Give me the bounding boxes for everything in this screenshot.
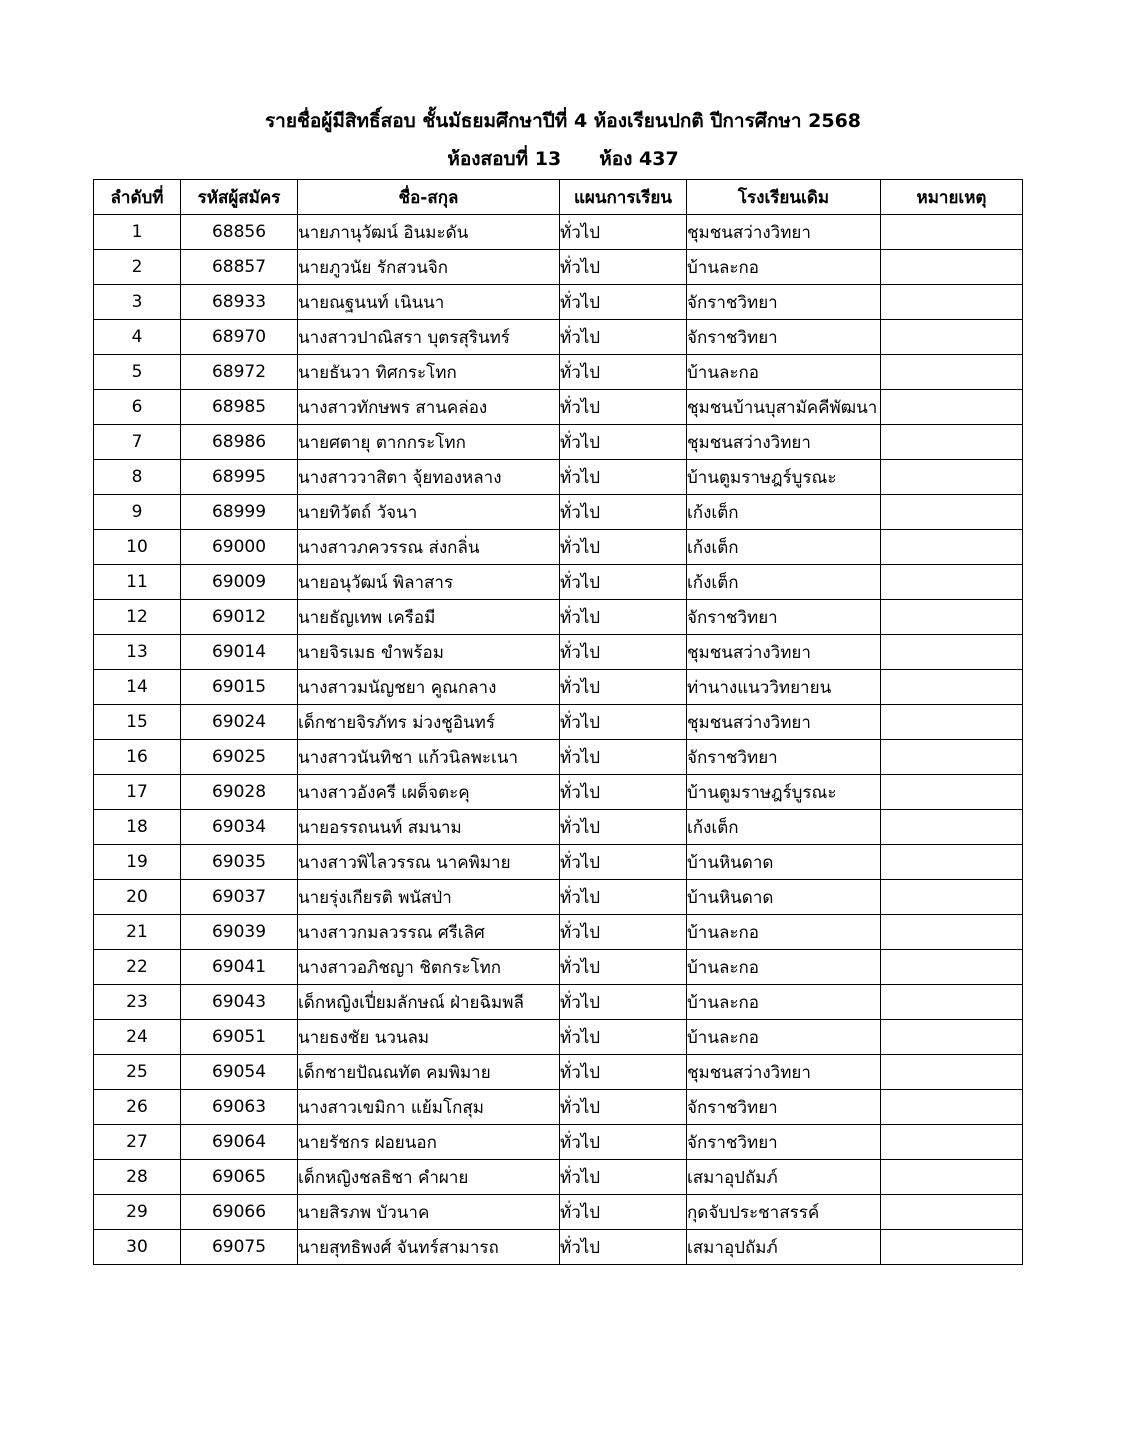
column-header-school: โรงเรียนเดิม — [687, 180, 881, 215]
cell-previous-school: เสมาอุปถัมภ์ — [687, 1230, 881, 1265]
cell-applicant-code: 69034 — [181, 810, 298, 845]
cell-no: 19 — [94, 845, 181, 880]
cell-study-plan: ทั่วไป — [560, 390, 687, 425]
table-row — [94, 250, 1023, 285]
cell-study-plan: ทั่วไป — [560, 565, 687, 600]
cell-no: 25 — [94, 1055, 181, 1090]
cell-full-name: นายทิวัตถ์ วัจนา — [298, 495, 560, 530]
cell-no: 30 — [94, 1230, 181, 1265]
cell-remark — [881, 320, 1023, 355]
cell-applicant-code: 69035 — [181, 845, 298, 880]
cell-remark — [881, 1195, 1023, 1230]
table-row — [94, 915, 1023, 950]
cell-applicant-code: 69014 — [181, 635, 298, 670]
cell-study-plan: ทั่วไป — [560, 530, 687, 565]
cell-previous-school: จักราชวิทยา — [687, 320, 881, 355]
cell-remark — [881, 600, 1023, 635]
cell-full-name: นายสุทธิพงศ์ จันทร์สามารถ — [298, 1230, 560, 1265]
cell-remark — [881, 565, 1023, 600]
cell-previous-school: ชุมชนสว่างวิทยา — [687, 215, 881, 250]
table-row — [94, 950, 1023, 985]
cell-no: 18 — [94, 810, 181, 845]
column-header-code: รหัสผู้สมัคร — [181, 180, 298, 215]
cell-study-plan: ทั่วไป — [560, 215, 687, 250]
cell-no: 3 — [94, 285, 181, 320]
cell-no: 7 — [94, 425, 181, 460]
table-row — [94, 320, 1023, 355]
cell-remark — [881, 845, 1023, 880]
cell-remark — [881, 1160, 1023, 1195]
cell-applicant-code: 68972 — [181, 355, 298, 390]
cell-applicant-code: 69064 — [181, 1125, 298, 1160]
cell-previous-school: บ้านตูมราษฎร์บูรณะ — [687, 775, 881, 810]
cell-study-plan: ทั่วไป — [560, 740, 687, 775]
cell-previous-school: ชุมชนบ้านบุสามัคคีพัฒนา — [687, 390, 881, 425]
cell-remark — [881, 670, 1023, 705]
cell-previous-school: กุดจับประชาสรรค์ — [687, 1195, 881, 1230]
cell-full-name: นายอนุวัฒน์ พิลาสาร — [298, 565, 560, 600]
document-title-text: รายชื่อผู้มีสิทธิ์สอบ ชั้นมัธยมศึกษาปีที่ 4 ห้องเรียนปกติ ปีการศึกษา 2568 — [264, 110, 862, 132]
cell-applicant-code: 69025 — [181, 740, 298, 775]
cell-remark — [881, 495, 1023, 530]
cell-no: 29 — [94, 1195, 181, 1230]
cell-remark — [881, 880, 1023, 915]
cell-previous-school: บ้านละกอ — [687, 915, 881, 950]
candidate-table — [93, 179, 1023, 1265]
table-row — [94, 565, 1023, 600]
cell-full-name: นายภูวนัย รักสวนจิก — [298, 250, 560, 285]
cell-applicant-code: 69024 — [181, 705, 298, 740]
table-row — [94, 635, 1023, 670]
cell-study-plan: ทั่วไป — [560, 635, 687, 670]
cell-remark — [881, 530, 1023, 565]
table-row — [94, 1195, 1023, 1230]
cell-full-name: นางสาวมนัญชยา คูณกลาง — [298, 670, 560, 705]
table-row — [94, 1090, 1023, 1125]
cell-full-name: นางสาวเขมิกา แย้มโกสุม — [298, 1090, 560, 1125]
table-row — [94, 1055, 1023, 1090]
cell-study-plan: ทั่วไป — [560, 985, 687, 1020]
table-row — [94, 705, 1023, 740]
cell-applicant-code: 69041 — [181, 950, 298, 985]
cell-study-plan: ทั่วไป — [560, 425, 687, 460]
cell-previous-school: บ้านละกอ — [687, 1020, 881, 1055]
table-row — [94, 775, 1023, 810]
cell-study-plan: ทั่วไป — [560, 460, 687, 495]
table-row — [94, 1230, 1023, 1265]
cell-full-name: เด็กหญิงชลธิชา คำผาย — [298, 1160, 560, 1195]
document-title — [0, 106, 1126, 136]
table-row — [94, 390, 1023, 425]
cell-no: 20 — [94, 880, 181, 915]
cell-applicant-code: 69039 — [181, 915, 298, 950]
cell-full-name: เด็กหญิงเปี่ยมลักษณ์ ฝ่ายฉิมพลี — [298, 985, 560, 1020]
cell-previous-school: ชุมชนสว่างวิทยา — [687, 705, 881, 740]
cell-full-name: นายภานุวัฒน์ อินมะดัน — [298, 215, 560, 250]
room-label: ห้อง 437 — [599, 148, 679, 170]
cell-remark — [881, 355, 1023, 390]
cell-previous-school: เก้งเต็ก — [687, 530, 881, 565]
cell-previous-school: จักราชวิทยา — [687, 600, 881, 635]
table-row — [94, 425, 1023, 460]
cell-remark — [881, 1230, 1023, 1265]
table-row — [94, 810, 1023, 845]
cell-study-plan: ทั่วไป — [560, 1195, 687, 1230]
cell-applicant-code: 69000 — [181, 530, 298, 565]
cell-no: 10 — [94, 530, 181, 565]
table-header-row — [94, 180, 1023, 215]
cell-applicant-code: 69009 — [181, 565, 298, 600]
cell-previous-school: จักราชวิทยา — [687, 285, 881, 320]
cell-applicant-code: 68986 — [181, 425, 298, 460]
table-row — [94, 880, 1023, 915]
cell-study-plan: ทั่วไป — [560, 950, 687, 985]
cell-previous-school: จักราชวิทยา — [687, 1090, 881, 1125]
cell-no: 27 — [94, 1125, 181, 1160]
cell-no: 28 — [94, 1160, 181, 1195]
cell-previous-school: บ้านหินดาด — [687, 845, 881, 880]
cell-full-name: เด็กชายปัณณทัต คมพิมาย — [298, 1055, 560, 1090]
cell-previous-school: บ้านหินดาด — [687, 880, 881, 915]
cell-full-name: นายรุ่งเกียรติ พนัสป่า — [298, 880, 560, 915]
cell-no: 24 — [94, 1020, 181, 1055]
cell-remark — [881, 285, 1023, 320]
exam-room-label: ห้องสอบที่ 13 — [447, 148, 562, 170]
cell-remark — [881, 1125, 1023, 1160]
cell-remark — [881, 460, 1023, 495]
cell-full-name: นางสาวนันทิชา แก้วนิลพะเนา — [298, 740, 560, 775]
cell-applicant-code: 69065 — [181, 1160, 298, 1195]
cell-full-name: นายรัชกร ฝอยนอก — [298, 1125, 560, 1160]
cell-previous-school: บ้านตูมราษฎร์บูรณะ — [687, 460, 881, 495]
cell-study-plan: ทั่วไป — [560, 705, 687, 740]
cell-remark — [881, 985, 1023, 1020]
table-row — [94, 740, 1023, 775]
cell-no: 8 — [94, 460, 181, 495]
cell-no: 4 — [94, 320, 181, 355]
cell-no: 14 — [94, 670, 181, 705]
cell-previous-school: ท่านางแนววิทยายน — [687, 670, 881, 705]
cell-study-plan: ทั่วไป — [560, 880, 687, 915]
table-row — [94, 215, 1023, 250]
cell-study-plan: ทั่วไป — [560, 1055, 687, 1090]
cell-study-plan: ทั่วไป — [560, 285, 687, 320]
cell-remark — [881, 635, 1023, 670]
cell-no: 21 — [94, 915, 181, 950]
cell-study-plan: ทั่วไป — [560, 810, 687, 845]
cell-previous-school: เก้งเต็ก — [687, 565, 881, 600]
cell-no: 15 — [94, 705, 181, 740]
cell-no: 6 — [94, 390, 181, 425]
cell-study-plan: ทั่วไป — [560, 1125, 687, 1160]
cell-applicant-code: 68856 — [181, 215, 298, 250]
column-header-plan: แผนการเรียน — [560, 180, 687, 215]
cell-study-plan: ทั่วไป — [560, 1090, 687, 1125]
cell-applicant-code: 68995 — [181, 460, 298, 495]
cell-no: 13 — [94, 635, 181, 670]
cell-previous-school: ชุมชนสว่างวิทยา — [687, 1055, 881, 1090]
column-header-note: หมายเหตุ — [881, 180, 1023, 215]
table-row — [94, 530, 1023, 565]
column-header-no: ลำดับที่ — [94, 180, 181, 215]
table-row — [94, 985, 1023, 1020]
cell-no: 22 — [94, 950, 181, 985]
cell-applicant-code: 68985 — [181, 390, 298, 425]
cell-remark — [881, 1055, 1023, 1090]
cell-applicant-code: 68933 — [181, 285, 298, 320]
cell-study-plan: ทั่วไป — [560, 320, 687, 355]
cell-previous-school: บ้านละกอ — [687, 985, 881, 1020]
cell-previous-school: เสมาอุปถัมภ์ — [687, 1160, 881, 1195]
cell-previous-school: จักราชวิทยา — [687, 740, 881, 775]
cell-full-name: นายสิรภพ บัวนาค — [298, 1195, 560, 1230]
cell-no: 5 — [94, 355, 181, 390]
cell-remark — [881, 250, 1023, 285]
cell-full-name: นางสาวอภิชญา ชิตกระโทก — [298, 950, 560, 985]
table-row — [94, 845, 1023, 880]
cell-study-plan: ทั่วไป — [560, 1160, 687, 1195]
cell-study-plan: ทั่วไป — [560, 670, 687, 705]
cell-previous-school: บ้านละกอ — [687, 950, 881, 985]
cell-remark — [881, 425, 1023, 460]
cell-full-name: นายศตายุ ตากกระโทก — [298, 425, 560, 460]
cell-applicant-code: 69037 — [181, 880, 298, 915]
cell-no: 2 — [94, 250, 181, 285]
cell-remark — [881, 1090, 1023, 1125]
column-header-name: ชื่อ-สกุล — [298, 180, 560, 215]
cell-no: 16 — [94, 740, 181, 775]
cell-study-plan: ทั่วไป — [560, 355, 687, 390]
cell-full-name: นายธันวา ทิศกระโทก — [298, 355, 560, 390]
cell-applicant-code: 69028 — [181, 775, 298, 810]
cell-remark — [881, 740, 1023, 775]
cell-remark — [881, 950, 1023, 985]
cell-no: 1 — [94, 215, 181, 250]
cell-full-name: นางสาวภควรรณ ส่งกลิ่น — [298, 530, 560, 565]
cell-remark — [881, 390, 1023, 425]
table-row — [94, 495, 1023, 530]
cell-full-name: นางสาวทักษพร สานคล่อง — [298, 390, 560, 425]
cell-applicant-code: 69063 — [181, 1090, 298, 1125]
table-row — [94, 600, 1023, 635]
cell-full-name: นายอรรถนนท์ สมนาม — [298, 810, 560, 845]
cell-full-name: นางสาวอังครี เผด็จตะคุ — [298, 775, 560, 810]
cell-study-plan: ทั่วไป — [560, 1020, 687, 1055]
cell-study-plan: ทั่วไป — [560, 775, 687, 810]
table-row — [94, 355, 1023, 390]
cell-study-plan: ทั่วไป — [560, 915, 687, 950]
cell-applicant-code: 68970 — [181, 320, 298, 355]
cell-no: 26 — [94, 1090, 181, 1125]
cell-remark — [881, 215, 1023, 250]
table-row — [94, 1125, 1023, 1160]
exam-room-line — [0, 144, 1126, 174]
cell-remark — [881, 775, 1023, 810]
cell-applicant-code: 69012 — [181, 600, 298, 635]
cell-no: 9 — [94, 495, 181, 530]
cell-applicant-code: 69075 — [181, 1230, 298, 1265]
cell-applicant-code: 69054 — [181, 1055, 298, 1090]
cell-previous-school: บ้านละกอ — [687, 355, 881, 390]
cell-full-name: นายธงชัย นวนลม — [298, 1020, 560, 1055]
cell-study-plan: ทั่วไป — [560, 845, 687, 880]
cell-no: 23 — [94, 985, 181, 1020]
cell-applicant-code: 68999 — [181, 495, 298, 530]
table-row — [94, 285, 1023, 320]
table-row — [94, 460, 1023, 495]
cell-full-name: นางสาวกมลวรรณ ศรีเลิศ — [298, 915, 560, 950]
cell-applicant-code: 69066 — [181, 1195, 298, 1230]
cell-previous-school: ชุมชนสว่างวิทยา — [687, 635, 881, 670]
cell-previous-school: จักราชวิทยา — [687, 1125, 881, 1160]
cell-full-name: เด็กชายจิรภัทร ม่วงชูอินทร์ — [298, 705, 560, 740]
cell-study-plan: ทั่วไป — [560, 1230, 687, 1265]
cell-applicant-code: 68857 — [181, 250, 298, 285]
cell-study-plan: ทั่วไป — [560, 250, 687, 285]
cell-no: 12 — [94, 600, 181, 635]
cell-full-name: นายธัญเทพ เครือมี — [298, 600, 560, 635]
cell-remark — [881, 1020, 1023, 1055]
cell-applicant-code: 69051 — [181, 1020, 298, 1055]
table-row — [94, 1020, 1023, 1055]
cell-full-name: นายจิรเมธ ขำพร้อม — [298, 635, 560, 670]
cell-study-plan: ทั่วไป — [560, 495, 687, 530]
cell-previous-school: เก้งเต็ก — [687, 810, 881, 845]
cell-full-name: นางสาวปาณิสรา บุตรสุรินทร์ — [298, 320, 560, 355]
cell-no: 11 — [94, 565, 181, 600]
cell-no: 17 — [94, 775, 181, 810]
cell-remark — [881, 810, 1023, 845]
cell-applicant-code: 69043 — [181, 985, 298, 1020]
cell-full-name: นางสาววาสิตา จุ้ยทองหลาง — [298, 460, 560, 495]
cell-previous-school: เก้งเต็ก — [687, 495, 881, 530]
table-body — [94, 215, 1023, 1265]
table-row — [94, 670, 1023, 705]
cell-previous-school: บ้านละกอ — [687, 250, 881, 285]
cell-remark — [881, 915, 1023, 950]
cell-full-name: นายณฐนนท์ เนินนา — [298, 285, 560, 320]
cell-applicant-code: 69015 — [181, 670, 298, 705]
table-row — [94, 1160, 1023, 1195]
cell-study-plan: ทั่วไป — [560, 600, 687, 635]
cell-previous-school: ชุมชนสว่างวิทยา — [687, 425, 881, 460]
cell-full-name: นางสาวพิไลวรรณ นาคพิมาย — [298, 845, 560, 880]
cell-remark — [881, 705, 1023, 740]
